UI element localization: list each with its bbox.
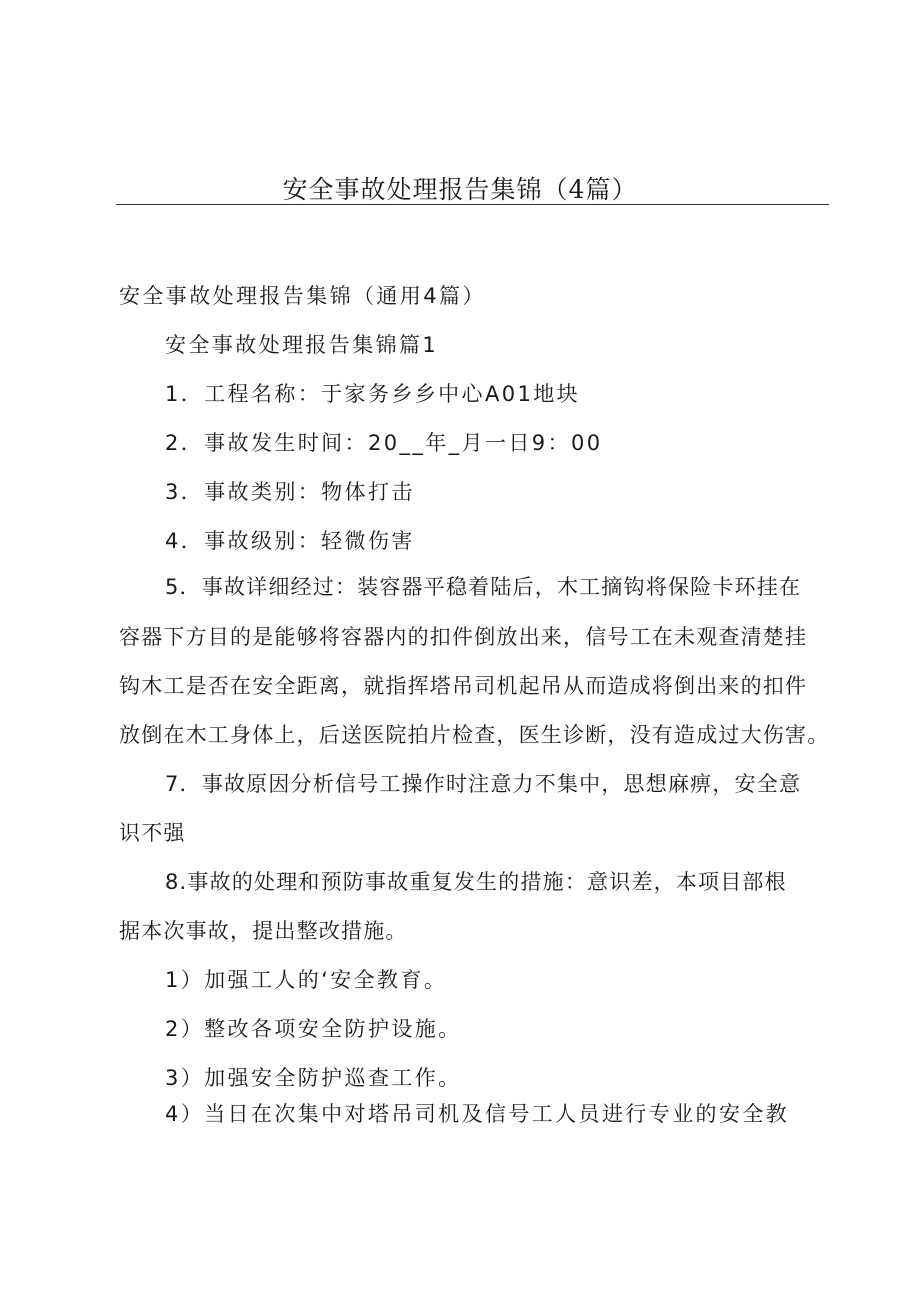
paragraph-line: 钩木工是否在安全距离，就指挥塔吊司机起吊从而造成将倒出来的扣件 [119,674,808,698]
list-item-accident-level: 4．事故级别：轻微伤害 [165,529,415,553]
list-item-accident-type: 3．事故类别：物体打击 [165,480,415,504]
paragraph-line: 容器下方目的是能够将容器内的扣件倒放出来，信号工在未观查清楚挂 [119,625,808,649]
document-title: 安全事故处理报告集锦（4篇） [282,175,638,204]
measure-item: 4）当日在次集中对塔吊司机及信号工人员进行专业的安全教 [165,1102,790,1126]
document-subtitle: 安全事故处理报告集锦（通用4篇） [119,284,486,308]
section-heading: 安全事故处理报告集锦篇1 [165,333,439,357]
measure-item: 1）加强工人的‘安全教育。 [165,968,448,992]
list-item-project-name: 1．工程名称：于家务乡乡中心A01地块 [165,382,581,406]
paragraph-line: 8.事故的处理和预防事故重复发生的措施：意识差，本项目部根 [165,870,787,894]
paragraph-line: 7．事故原因分析信号工操作时注意力不集中，思想麻痹，安全意 [165,772,802,796]
paragraph-line: 放倒在木工身体上，后送医院拍片检查，医生诊断，没有造成过大伤害。 [119,723,830,747]
list-item-accident-time: 2．事故发生时间：20__年_月一日9：00 [165,431,603,455]
measure-item: 3）加强安全防护巡查工作。 [165,1066,462,1090]
title-underline [116,204,829,205]
paragraph-line: 5．事故详细经过：装容器平稳着陆后，木工摘钩将保险卡环挂在 [165,575,802,599]
paragraph-line: 识不强 [119,821,186,845]
measure-item: 2）整改各项安全防护设施。 [165,1017,462,1041]
paragraph-line: 据本次事故，提出整改措施。 [119,919,408,943]
